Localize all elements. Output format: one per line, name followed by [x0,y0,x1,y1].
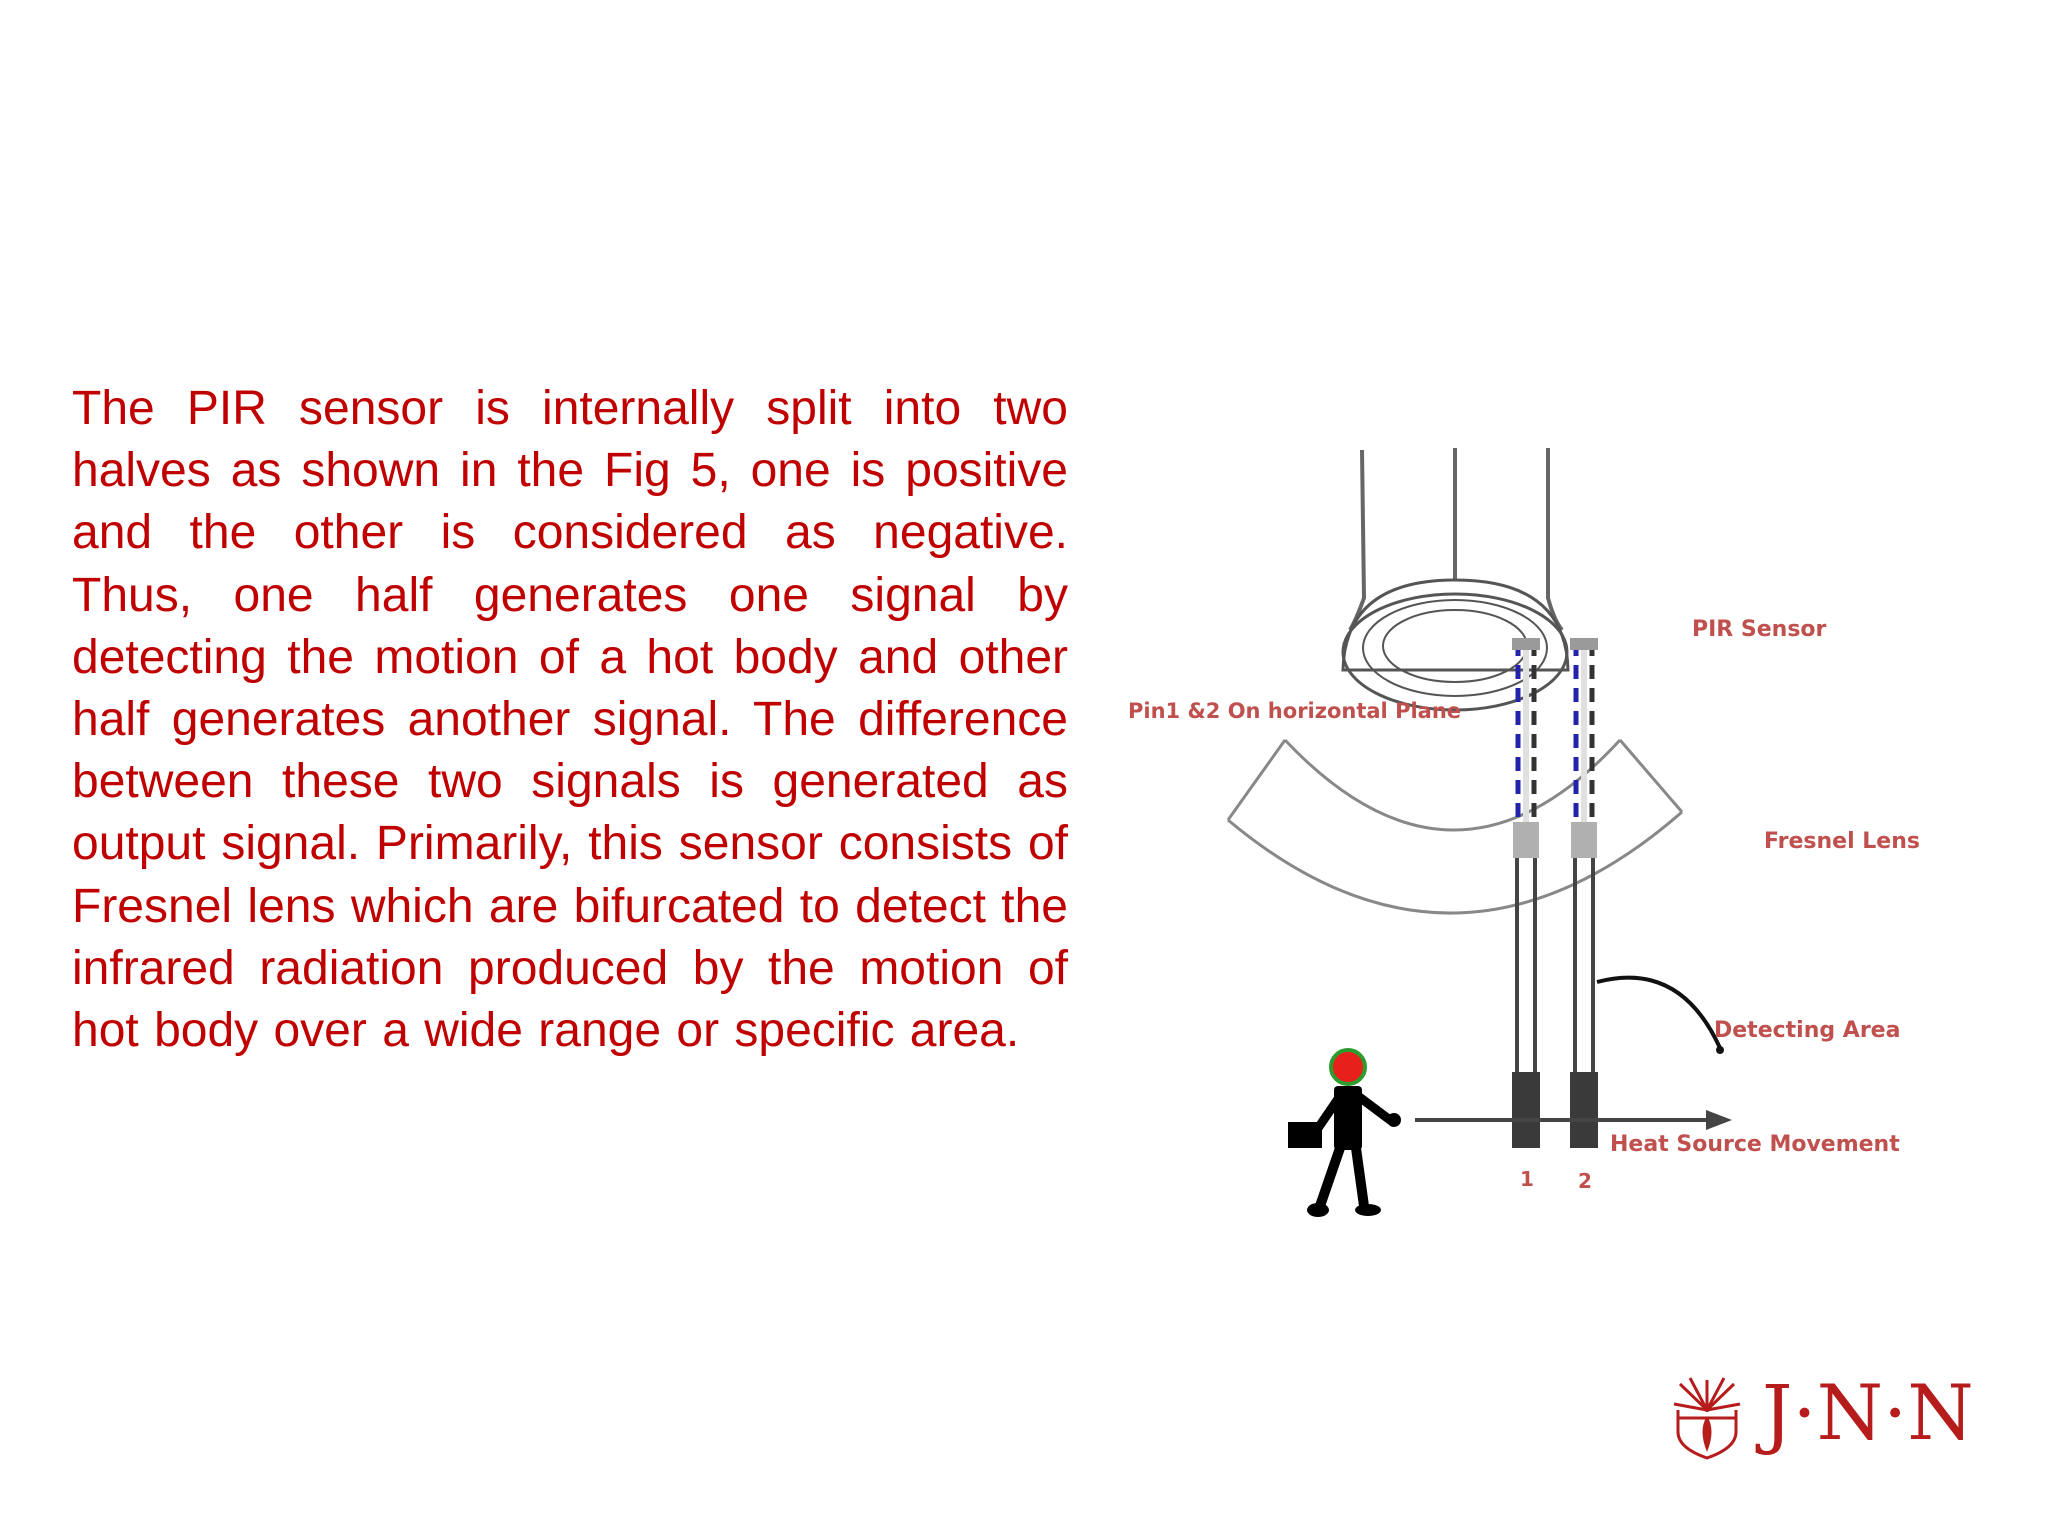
label-pin-2: 2 [1578,1169,1592,1193]
walking-person-icon [1288,1050,1401,1217]
beam-1-connector [1513,822,1539,858]
label-heat-source-movement: Heat Source Movement [1610,1132,1900,1157]
pin-1-block [1512,1072,1540,1148]
person-briefcase [1288,1122,1322,1148]
jnn-emblem-icon [1672,1370,1742,1460]
person-right-foot [1355,1204,1381,1216]
jnn-logo [1672,1366,1972,1466]
beam-2-cap [1570,638,1598,650]
label-pin-1: 1 [1520,1167,1534,1191]
body-paragraph: The PIR sensor is internally split into two halves as shown in the Fig 5, one is positive and the other is considered as negative. Thus, one half generates one signal by detecting the motion of a hot body and other half generates another signal. The difference between these two signals is generated as output signal. Primarily, this sensor consists of Fresnel lens which are bifurcated to detect the infrared radiation produced by the motion of hot body over a wide range or specific area. [72,382,1068,1058]
fresnel-lens-outer-arc [1228,812,1682,913]
fresnel-lens-right-edge [1620,740,1682,812]
detection-beam-2 [1570,638,1598,1148]
label-fresnel-lens: Fresnel Lens [1764,829,1920,854]
person-right-arm [1358,1096,1390,1120]
fresnel-lens-left-edge [1228,740,1285,820]
jnn-logo-text: J·N·N [1762,1368,1974,1457]
person-left-foot [1307,1203,1329,1217]
pir-sensor-diagram [1100,420,1980,1220]
detecting-area-pointer [1597,978,1720,1048]
heat-source-arrow-head [1706,1110,1732,1130]
detecting-area-pointer-end [1716,1046,1724,1054]
sensor-lead-left [1350,450,1364,630]
sensor-lead-right [1548,448,1562,630]
detection-beam-1 [1512,638,1540,1148]
label-pir-sensor: PIR Sensor [1692,617,1827,642]
person-right-hand [1387,1113,1401,1127]
fresnel-lens-inner-arc [1285,740,1620,830]
beam-1-cap [1512,638,1540,650]
person-left-leg [1320,1148,1340,1206]
label-detecting-area: Detecting Area [1714,1018,1901,1043]
pin-2-block [1570,1072,1598,1148]
label-pin-plane: Pin1 &2 On horizontal Plane [1128,699,1462,723]
person-head [1331,1050,1365,1084]
person-right-leg [1356,1148,1364,1206]
beam-2-connector [1571,822,1597,858]
fresnel-lens [1228,740,1682,913]
